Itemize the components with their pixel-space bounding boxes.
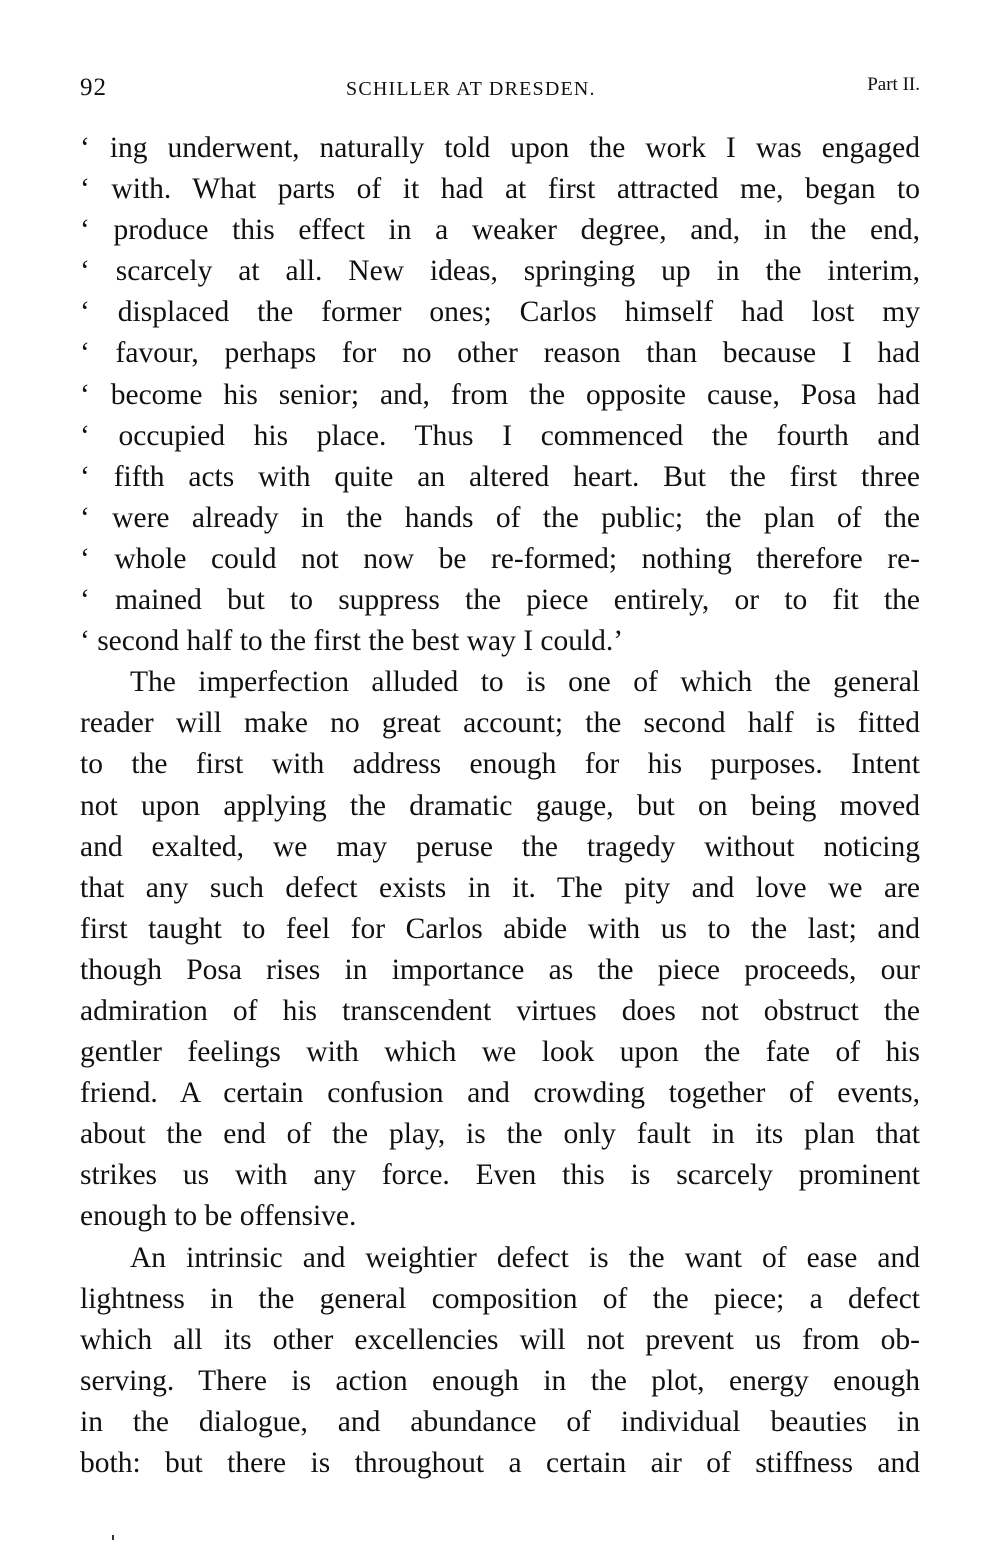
paragraph-line: gentler feelings with which we look upon the fate of his	[80, 1036, 920, 1069]
quote-line: ‘ displaced the former ones; Carlos himself had lost my	[80, 296, 920, 329]
quote-line: ‘ whole could not now be re-formed; nothing therefore re-	[80, 542, 920, 575]
paragraph-line: in the dialogue, and abundance of individual beauties in	[80, 1405, 920, 1438]
ink-speck	[112, 1535, 114, 1540]
paragraph-line: not upon applying the dramatic gauge, but on being moved	[80, 789, 920, 822]
paragraph-line: reader will make no great account; the second half is fitted	[80, 707, 920, 740]
paragraph-line: about the end of the play, is the only fault in its plan that	[80, 1118, 920, 1151]
quote-line: ‘ become his senior; and, from the opposite cause, Posa had	[80, 378, 920, 411]
paragraph-line: serving. There is action enough in the plot, energy enough	[80, 1364, 920, 1397]
quote-line: ‘ with. What parts of it had at first attracted me, began to	[80, 173, 920, 206]
paragraph-line: which all its other excellencies will not prevent us from ob-	[80, 1323, 920, 1356]
page-number: 92	[80, 74, 107, 101]
paragraph-imperfection	[80, 662, 920, 1237]
paragraph-line: first taught to feel for Carlos abide with us to the last; and	[80, 912, 920, 945]
paragraph-line: friend. A certain confusion and crowding together of events,	[80, 1077, 920, 1110]
paragraph-line: that any such defect exists in it. The pity and love we are	[80, 871, 920, 904]
paragraph-line: both: but there is throughout a certain air of stiffness and	[80, 1447, 920, 1479]
quote-line: ‘ mained but to suppress the piece entirely, or to fit the	[80, 584, 920, 617]
paragraph-line: strikes us with any force. Even this is scarcely prominent	[80, 1159, 920, 1192]
paragraph-line: to the first with address enough for his purposes. Intent	[80, 748, 920, 781]
paragraph-line: and exalted, we may peruse the tragedy without noticing	[80, 830, 920, 863]
paragraph-line: admiration of his transcendent virtues does not obstruct the	[80, 994, 920, 1027]
quote-line: ‘ second half to the first the best way I could.’	[80, 625, 624, 658]
page-header	[80, 70, 920, 110]
quote-line: ‘ were already in the hands of the public; the plan of the	[80, 501, 920, 534]
paragraph-line: though Posa rises in importance as the piece proceeds, our	[80, 953, 920, 986]
quote-line: ‘ fifth acts with quite an altered heart. But the first three	[80, 460, 920, 493]
paragraph-line: An intrinsic and weightier defect is the want of ease and	[130, 1241, 920, 1274]
quoted-passage	[80, 128, 920, 662]
running-head: SCHILLER AT DRESDEN.	[346, 78, 596, 100]
paragraph-line: The imperfection alluded to is one of which the general	[130, 666, 920, 699]
quote-line: ‘ favour, perhaps for no other reason than because I had	[80, 337, 920, 370]
quote-line: ‘ occupied his place. Thus I commenced the fourth and	[80, 419, 920, 452]
body-text	[80, 128, 920, 1484]
quote-line: ‘ produce this effect in a weaker degree, and, in the end,	[80, 214, 920, 247]
quote-line: ‘ ing underwent, naturally told upon the work I was engaged	[80, 132, 920, 164]
quote-line: ‘ scarcely at all. New ideas, springing up in the interim,	[80, 255, 920, 288]
paragraph-line: lightness in the general composition of the piece; a defect	[80, 1282, 920, 1315]
part-label: Part II.	[867, 74, 920, 95]
paragraph-line: enough to be offensive.	[80, 1200, 357, 1233]
paragraph-defect	[80, 1238, 920, 1485]
